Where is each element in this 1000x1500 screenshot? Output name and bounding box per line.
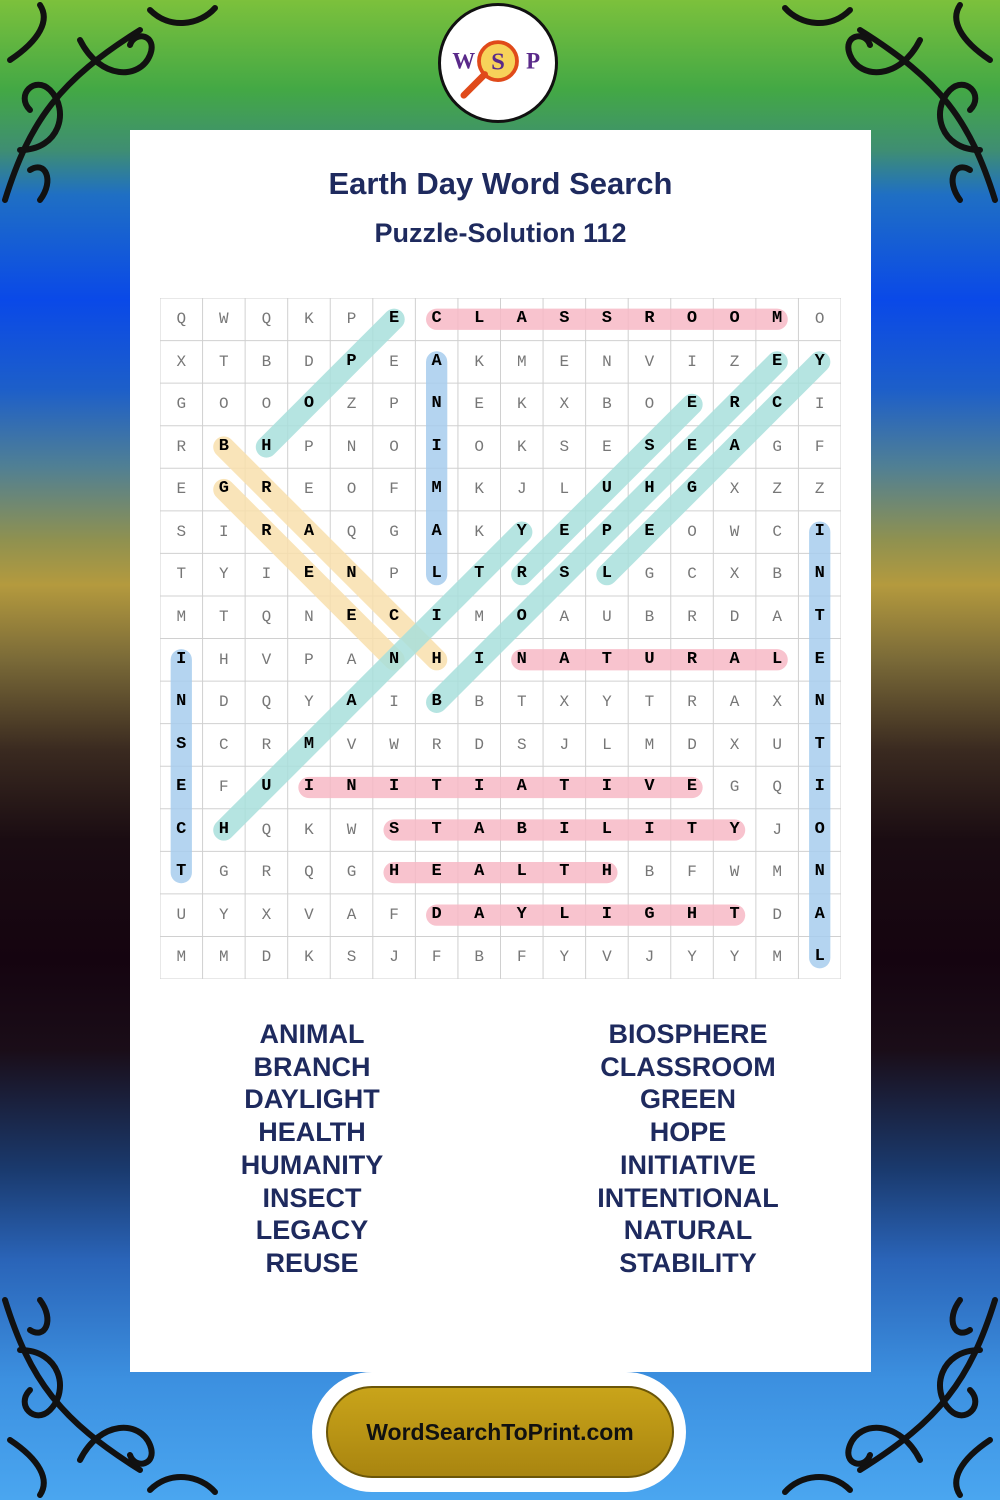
grid-cell: M — [644, 735, 655, 754]
grid-cell: T — [219, 607, 229, 626]
grid-cell: S — [346, 948, 357, 967]
grid-cell: H — [218, 819, 229, 839]
grid-cell: A — [474, 862, 485, 882]
grid-cell: B — [474, 693, 484, 712]
grid-cell: K — [304, 310, 314, 328]
grid-cell: V — [644, 352, 655, 371]
grid-cell: Y — [304, 693, 314, 712]
grid-cell: U — [602, 607, 612, 626]
grid-cell: B — [772, 565, 782, 584]
grid-cell: A — [474, 904, 485, 924]
grid-cell: X — [729, 735, 740, 754]
grid-cell: I — [176, 649, 187, 669]
grid-cell: O — [814, 310, 825, 328]
grid-cell: B — [261, 352, 272, 371]
grid-cell: G — [218, 479, 229, 499]
site-link-button[interactable]: WordSearchToPrint.com — [326, 1386, 674, 1478]
grid-cell: Y — [729, 819, 740, 839]
grid-cell: O — [261, 395, 272, 414]
word-list-item: STABILITY — [619, 1247, 757, 1278]
grid-cell: I — [814, 521, 825, 541]
grid-cell: R — [261, 521, 272, 541]
grid-cell: O — [346, 480, 357, 499]
grid-cell: N — [176, 692, 187, 712]
grid-cell: I — [431, 436, 442, 456]
grid-cell: H — [644, 479, 655, 499]
grid-cell: T — [219, 352, 229, 371]
grid-cell: Q — [261, 820, 272, 839]
grid-cell: G — [219, 863, 229, 882]
grid-cell: E — [304, 480, 314, 499]
grid-cell: M — [772, 309, 783, 328]
grid-cell: Q — [176, 310, 187, 328]
grid-cell: P — [346, 310, 357, 328]
grid-cell: I — [601, 777, 612, 797]
grid-cell: A — [729, 436, 740, 456]
word-list-item: HEALTH — [258, 1117, 366, 1148]
grid-cell: N — [388, 649, 400, 669]
grid-cell: J — [389, 948, 399, 967]
grid-cell: U — [176, 905, 187, 924]
grid-cell: I — [687, 352, 697, 371]
grid-cell: J — [559, 735, 570, 754]
grid-cell: B — [474, 948, 484, 967]
grid-cell: N — [516, 649, 527, 669]
grid-cell: U — [601, 479, 612, 499]
grid-cell: I — [559, 819, 570, 839]
grid-cell: E — [772, 351, 783, 371]
grid-cell: T — [176, 862, 187, 882]
grid-cell: C — [772, 522, 782, 541]
word-list-item: GREEN — [639, 1084, 737, 1115]
grid-cell: T — [431, 819, 442, 839]
grid-cell: G — [346, 863, 357, 882]
grid-cell: Y — [516, 521, 527, 541]
grid-cell: V — [261, 650, 272, 669]
grid-cell: V — [304, 905, 314, 924]
word-list-right — [498, 1018, 878, 1280]
grid-cell: S — [388, 819, 400, 839]
grid-cell: E — [388, 309, 400, 328]
grid-cell: R — [729, 394, 740, 414]
grid-cell: I — [431, 606, 442, 626]
grid-cell: O — [516, 606, 527, 626]
grid-cell: C — [388, 606, 400, 626]
grid-cell: F — [687, 863, 697, 882]
grid-cell: L — [559, 480, 570, 499]
grid-cell: P — [346, 351, 357, 371]
grid-cell: G — [176, 395, 187, 414]
grid-cell: L — [516, 862, 527, 882]
logo-letter-p: P — [526, 48, 541, 74]
grid-cell: B — [218, 436, 229, 456]
grid-cell: E — [346, 606, 357, 626]
grid-cell: K — [516, 437, 527, 456]
logo-letter-s: S — [491, 48, 505, 76]
grid-cell: A — [729, 693, 740, 712]
grid-cell: C — [772, 394, 783, 414]
grid-cell: M — [516, 352, 527, 371]
grid-cell: R — [644, 309, 655, 328]
grid-cell: T — [176, 565, 187, 584]
grid-cell: J — [516, 480, 527, 499]
grid-cell: O — [219, 395, 229, 414]
grid-cell: I — [474, 649, 485, 669]
grid-cell: L — [814, 947, 825, 967]
grid-cell: M — [431, 479, 442, 499]
grid-cell: P — [389, 565, 399, 584]
grid-cell: T — [644, 693, 655, 712]
grid-cell: A — [346, 905, 357, 924]
grid-cell: P — [304, 650, 314, 669]
grid-cell: B — [431, 692, 442, 712]
grid-cell: Z — [729, 352, 740, 371]
grid-cell: N — [814, 862, 825, 882]
grid-cell: E — [303, 564, 315, 584]
grid-cell: A — [431, 521, 442, 541]
grid-cell: J — [644, 948, 655, 967]
grid-cell: H — [686, 904, 698, 924]
grid-cell: F — [389, 480, 399, 499]
grid-cell: B — [516, 819, 527, 839]
grid-cell: S — [644, 436, 655, 456]
grid-cell: O — [729, 309, 740, 328]
grid-cell: G — [644, 904, 655, 924]
grid-cell: K — [304, 820, 314, 839]
word-list-item: NATURAL — [623, 1215, 753, 1246]
grid-cell: X — [729, 565, 740, 584]
wsp-logo — [438, 3, 558, 123]
word-list-item: LEGACY — [255, 1215, 369, 1246]
grid-cell: X — [176, 352, 187, 371]
grid-cell: S — [516, 735, 527, 754]
grid-cell: D — [729, 607, 740, 626]
grid-cell: X — [772, 693, 782, 712]
grid-cell: N — [346, 777, 357, 797]
grid-cell: K — [474, 522, 484, 541]
grid-cell: A — [516, 777, 527, 797]
grid-cell: E — [559, 521, 570, 541]
grid-cell: I — [303, 777, 315, 797]
grid-cell: E — [176, 777, 187, 797]
grid-cell: V — [602, 948, 612, 967]
grid-cell: K — [474, 352, 484, 371]
grid-cell: T — [431, 777, 442, 797]
grid-cell: T — [516, 693, 527, 712]
grid-cell: T — [729, 904, 740, 924]
grid-cell: B — [644, 863, 655, 882]
grid-cell: Y — [602, 693, 612, 712]
grid-cell: Z — [346, 395, 357, 414]
grid-cell: L — [431, 564, 442, 584]
word-list-item: BIOSPHERE — [608, 1019, 768, 1049]
grid-cell: T — [814, 606, 825, 626]
grid-cell: Q — [772, 778, 782, 797]
grid-cell: M — [772, 948, 782, 967]
word-list-item: REUSE — [265, 1247, 359, 1278]
grid-cell: X — [559, 693, 570, 712]
grid-cell: F — [814, 437, 825, 456]
word-list-left — [122, 1018, 502, 1280]
grid-cell: L — [602, 735, 612, 754]
grid-cell: I — [644, 819, 655, 839]
word-list-item: INTENTIONAL — [597, 1182, 779, 1213]
grid-cell: S — [559, 437, 570, 456]
grid-cell: P — [304, 437, 314, 456]
grid-cell: C — [176, 819, 187, 839]
grid-cell: E — [389, 352, 399, 371]
word-grid — [160, 298, 841, 979]
word-list-item: HOPE — [649, 1117, 727, 1148]
grid-cell: Y — [729, 948, 740, 967]
grid-cell: T — [559, 777, 570, 797]
grid-cell: O — [686, 309, 698, 328]
grid-cell: I — [601, 904, 612, 924]
grid-cell: W — [729, 522, 740, 541]
grid-cell: N — [431, 394, 442, 414]
grid-cell: S — [601, 309, 612, 328]
grid-cell: Z — [772, 480, 782, 499]
word-list-item: INITIATIVE — [619, 1149, 756, 1180]
word-list-item: DAYLIGHT — [244, 1084, 380, 1115]
grid-cell: R — [516, 564, 527, 584]
grid-cell: U — [644, 649, 655, 669]
grid-cell: E — [474, 395, 484, 414]
grid-cell: A — [346, 692, 357, 712]
grid-cell: T — [814, 734, 825, 754]
grid-cell: A — [346, 650, 357, 669]
grid-cell: E — [686, 394, 698, 414]
grid-cell: F — [219, 778, 229, 797]
grid-cell: R — [176, 437, 187, 456]
grid-cell: E — [644, 521, 655, 541]
grid-cell: A — [559, 649, 570, 669]
grid-cell: T — [474, 564, 485, 584]
grid-cell: I — [474, 777, 485, 797]
grid-cell: M — [176, 607, 187, 626]
grid-cell: I — [814, 395, 825, 414]
grid-cell: I — [219, 522, 229, 541]
grid-cell: E — [176, 480, 187, 499]
grid-cell: O — [389, 437, 399, 456]
grid-cell: E — [686, 436, 698, 456]
grid-cell: F — [516, 948, 527, 967]
grid-cell: I — [388, 777, 400, 797]
grid-cell: D — [474, 735, 484, 754]
grid-cell: W — [346, 820, 357, 839]
grid-cell: S — [559, 564, 570, 584]
grid-cell: T — [601, 649, 612, 669]
grid-cell: C — [219, 735, 229, 754]
grid-cell: H — [388, 862, 400, 882]
grid-cell: L — [601, 564, 612, 584]
grid-cell: M — [219, 948, 229, 967]
grid-cell: I — [814, 777, 825, 797]
grid-cell: Q — [304, 863, 314, 882]
grid-cell: H — [261, 436, 272, 456]
grid-cell: K — [516, 395, 527, 414]
grid-cell: E — [431, 862, 442, 882]
grid-cell: F — [389, 905, 399, 924]
grid-cell: Q — [261, 310, 272, 328]
grid-cell: P — [601, 521, 612, 541]
word-list-item: BRANCH — [253, 1051, 371, 1082]
grid-cell: R — [686, 649, 698, 669]
grid-cell: G — [772, 437, 782, 456]
word-list-item: HUMANITY — [240, 1149, 384, 1180]
grid-cell: H — [601, 862, 612, 882]
grid-cell: N — [814, 692, 825, 712]
grid-cell: A — [559, 607, 570, 626]
grid-cell: V — [346, 735, 357, 754]
grid-cell: O — [474, 437, 484, 456]
grid-cell: E — [814, 649, 825, 669]
grid-cell: L — [474, 309, 485, 328]
grid-cell: A — [431, 351, 442, 371]
grid-cell: N — [346, 564, 357, 584]
grid-cell: X — [261, 905, 272, 924]
grid-cell: R — [687, 693, 697, 712]
grid-cell: E — [559, 352, 570, 371]
grid-cell: T — [559, 862, 570, 882]
grid-cell: Q — [261, 693, 272, 712]
grid-cell: N — [814, 564, 825, 584]
grid-cell: C — [431, 309, 442, 328]
grid-cell: D — [304, 352, 314, 371]
grid-cell: W — [389, 735, 399, 754]
grid-cell: V — [644, 777, 655, 797]
grid-cell: S — [559, 309, 570, 328]
grid-cell: A — [474, 819, 485, 839]
grid-cell: N — [346, 437, 357, 456]
grid-cell: I — [389, 693, 399, 712]
grid-cell: R — [261, 735, 272, 754]
grid-cell: K — [304, 948, 314, 967]
grid-cell: T — [686, 819, 698, 839]
word-list-item: CLASSROOM — [600, 1051, 776, 1082]
grid-cell: P — [389, 395, 399, 414]
grid-cell: L — [559, 904, 570, 924]
grid-cell: R — [261, 479, 272, 499]
grid-cell: Y — [687, 948, 697, 967]
grid-cell: Z — [814, 480, 825, 499]
grid-cell: A — [303, 521, 315, 541]
grid-cell: M — [176, 948, 187, 967]
grid-cell: D — [687, 735, 697, 754]
grid-cell: O — [644, 395, 655, 414]
grid-cell: G — [389, 522, 399, 541]
grid-cell: Q — [261, 607, 272, 626]
grid-cell: X — [559, 395, 570, 414]
grid-cell: N — [602, 352, 612, 371]
grid-cell: A — [516, 309, 527, 328]
grid-cell: A — [772, 607, 782, 626]
grid-cell: K — [474, 480, 484, 499]
grid-cell: R — [687, 607, 697, 626]
grid-cell: B — [644, 607, 655, 626]
grid-cell: F — [431, 948, 442, 967]
grid-cell: O — [687, 522, 697, 541]
grid-cell: Y — [219, 565, 229, 584]
grid-cell: D — [431, 904, 442, 924]
grid-cell: E — [686, 777, 698, 797]
grid-cell: Q — [346, 522, 357, 541]
grid-cell: M — [474, 607, 484, 626]
grid-cell: C — [687, 565, 697, 584]
word-list-item: ANIMAL — [259, 1019, 365, 1049]
grid-cell: U — [261, 777, 272, 797]
grid-cell: D — [772, 905, 782, 924]
grid-cell: Y — [516, 904, 527, 924]
grid-cell: R — [431, 735, 442, 754]
grid-cell: L — [772, 649, 783, 669]
grid-cell: Y — [559, 948, 570, 967]
grid-cell: B — [602, 395, 612, 414]
grid-cell: M — [303, 734, 315, 754]
grid-cell: Y — [814, 351, 825, 371]
grid-cell: U — [772, 735, 782, 754]
grid-cell: N — [304, 607, 314, 626]
grid-cell: A — [814, 904, 825, 924]
page-title: Earth Day Word Search — [328, 166, 673, 201]
page-subtitle: Puzzle-Solution 112 — [374, 218, 627, 248]
grid-cell: G — [686, 479, 698, 499]
grid-cell: E — [602, 437, 612, 456]
grid-cell: D — [219, 693, 229, 712]
grid-cell: X — [729, 480, 740, 499]
grid-cell: W — [219, 310, 229, 328]
grid-cell: O — [814, 819, 825, 839]
grid-cell: A — [729, 649, 740, 669]
word-list-item: INSECT — [262, 1182, 362, 1213]
grid-cell: M — [772, 863, 782, 882]
logo-letter-w: W — [452, 48, 476, 74]
grid-cell: H — [219, 650, 229, 669]
grid-cell: S — [176, 734, 187, 754]
grid-cell: G — [729, 778, 740, 797]
grid-cell: G — [644, 565, 655, 584]
grid-cell: W — [729, 863, 740, 882]
grid-cell: S — [176, 522, 187, 541]
grid-cell: I — [261, 565, 272, 584]
grid-cell: Y — [219, 905, 229, 924]
grid-cell: R — [261, 863, 272, 882]
grid-cell: J — [772, 820, 782, 839]
grid-cell: D — [261, 948, 272, 967]
grid-cell: H — [431, 649, 442, 669]
grid-cell: O — [303, 394, 315, 414]
grid-cell: L — [601, 819, 612, 839]
